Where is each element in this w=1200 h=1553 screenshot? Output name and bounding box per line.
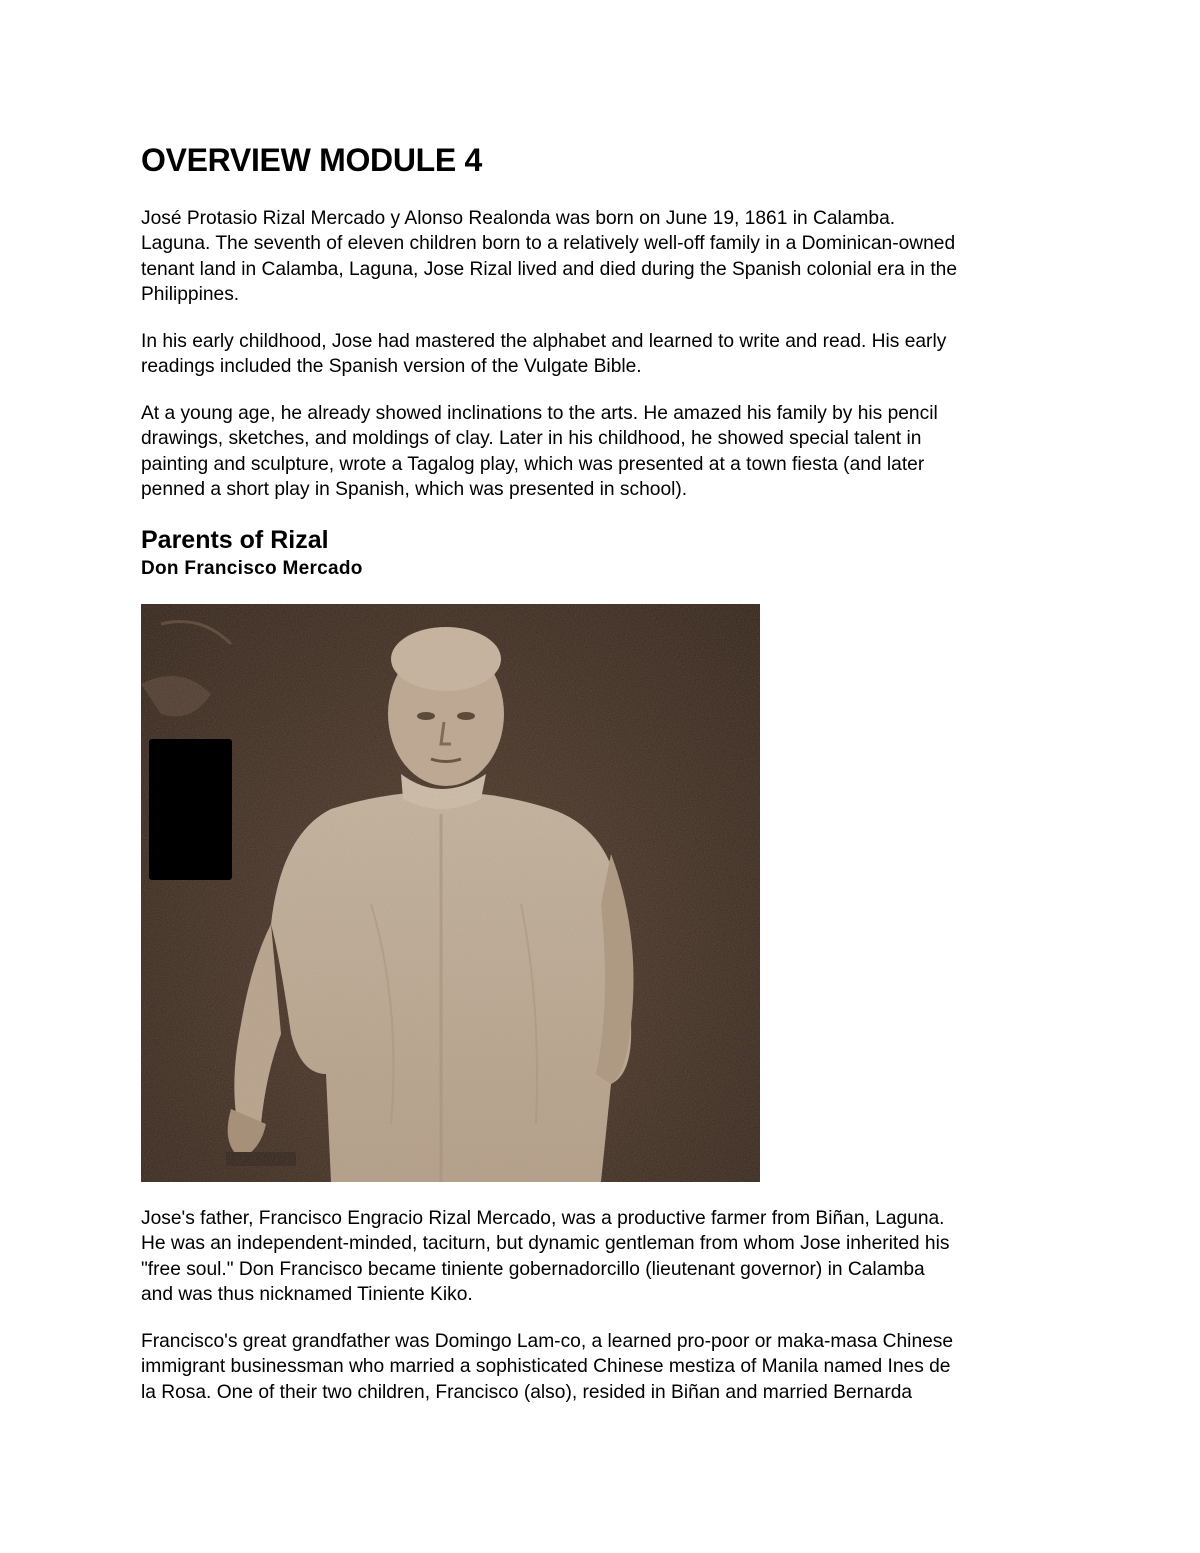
text-line: José Protasio Rizal Mercado y Alonso Realonda was born on June 19, 1861 in Calamba.	[141, 208, 896, 229]
subheading: Don Francisco Mercado	[141, 558, 363, 579]
text-line: drawings, sketches, and moldings of clay. Later in his childhood, he showed special talent in	[141, 428, 922, 450]
text-line: He was an independent-minded, taciturn, but dynamic gentleman from whom Jose inherited his	[141, 1233, 950, 1255]
father-paragraph	[141, 1206, 1071, 1307]
text-line: immigrant businessman who married a sophisticated Chinese mestiza of Manila named Ines de	[141, 1356, 951, 1378]
redaction-box	[149, 739, 232, 880]
section-heading: Parents of Rizal	[141, 526, 329, 554]
ancestry-paragraph	[141, 1329, 1071, 1405]
portrait-figure	[141, 604, 760, 1182]
text-line: In his early childhood, Jose had mastered the alphabet and learned to write and read. His early	[141, 331, 947, 352]
arts-paragraph	[141, 401, 1071, 502]
intro-paragraph	[141, 206, 1071, 307]
text-line: tenant land in Calamba, Laguna, Jose Rizal lived and died during the Spanish colonial era in the	[141, 258, 958, 280]
text-line: Francisco's great grandfather was Domingo Lam-co, a learned pro-poor or maka-masa Chinese	[141, 1331, 954, 1352]
text-line: At a young age, he already showed inclinations to the arts. He amazed his family by his pencil	[141, 403, 938, 424]
text-line: Jose's father, Francisco Engracio Rizal Mercado, was a productive farmer from Biñan, Laguna.	[141, 1208, 945, 1229]
childhood-paragraph	[141, 329, 1071, 380]
text-line: Philippines.	[141, 283, 240, 305]
text-line: and was thus nicknamed Tiniente Kiko.	[141, 1283, 473, 1305]
text-line: "free soul." Don Francisco became tiniente gobernadorcillo (lieutenant governor) in Calamba	[141, 1258, 925, 1280]
text-line: readings included the Spanish version of the Vulgate Bible.	[141, 356, 642, 378]
page-title: OVERVIEW MODULE 4	[141, 142, 483, 178]
text-line: penned a short play in Spanish, which was presented in school).	[141, 478, 688, 500]
text-line: Laguna. The seventh of eleven children born to a relatively well-off family in a Dominican-owned	[141, 233, 956, 255]
text-line: painting and sculpture, wrote a Tagalog play, which was presented at a town fiesta (and later	[141, 453, 925, 475]
portrait-photo	[141, 604, 760, 1182]
text-line: la Rosa. One of their two children, Francisco (also), resided in Biñan and married Bernarda	[141, 1381, 913, 1403]
